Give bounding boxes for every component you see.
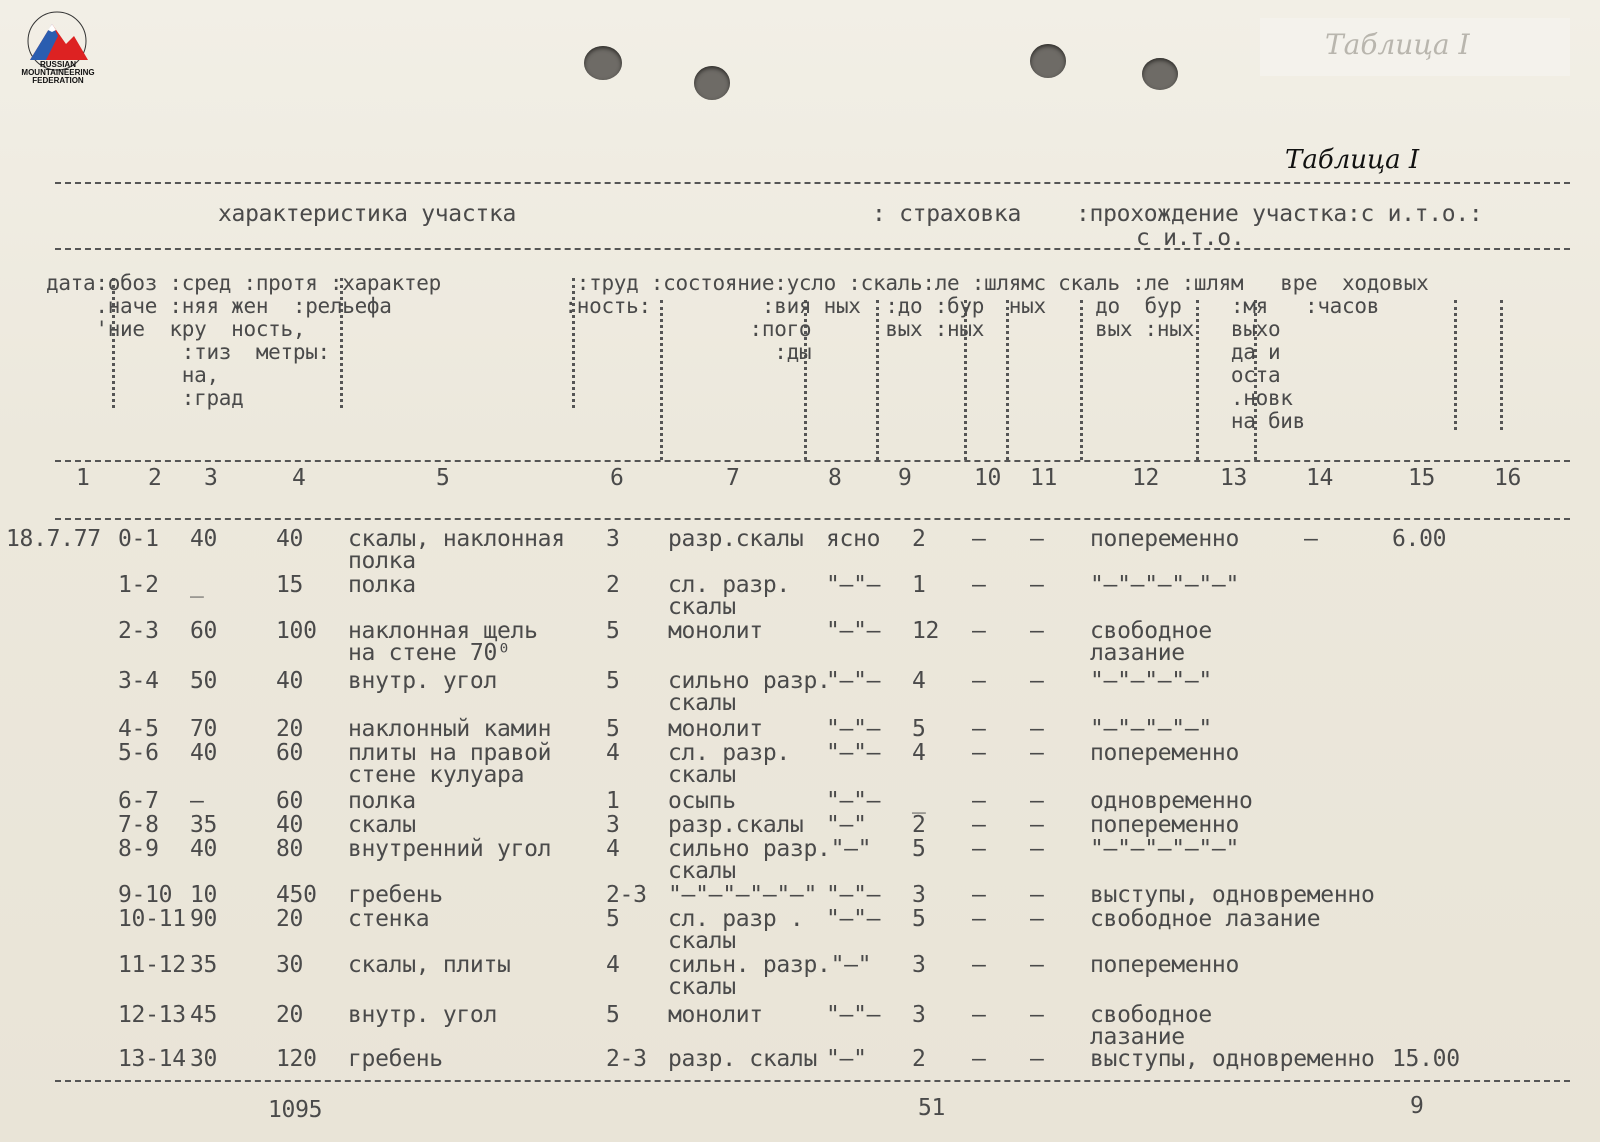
cell-weather: "–" [826, 1046, 867, 1072]
cell-len: 15 [276, 572, 304, 598]
cell-ice: – [972, 572, 986, 598]
cell-state: монолит [668, 716, 763, 742]
cell-relief: скалы, наклонная полка [348, 526, 565, 574]
cell-len: 20 [276, 906, 304, 932]
cell-seg: 4-5 [118, 716, 159, 742]
cell-state: разр.скалы [668, 812, 804, 838]
cell-rock: 3 [912, 882, 926, 908]
cell-diff: 1 [606, 788, 620, 814]
cell-rock: 5 [912, 836, 926, 862]
cell-len: 60 [276, 788, 304, 814]
cell-seg: 9-10 [118, 882, 173, 908]
cell-method: "–"–"–"–" [1090, 668, 1212, 694]
header-belay: : страховка [872, 201, 1022, 227]
cell-relief: полка [348, 572, 416, 598]
cell-state: сильн. разр."–" скалы [668, 952, 872, 1000]
cell-rock: 5 [912, 906, 926, 932]
cell-ice: – [972, 716, 986, 742]
cell-seg: 10-11 [118, 906, 186, 932]
cell-steep: 45 [190, 1002, 218, 1028]
cell-len: 20 [276, 716, 304, 742]
col-header-line: 'ние кру ность, :пого вых :ных вых :ных выхо [46, 317, 1281, 341]
cell-len: 100 [276, 618, 317, 644]
cell-len: 40 [276, 812, 304, 838]
cell-diff: 2 [606, 572, 620, 598]
cell-diff: 3 [606, 526, 620, 552]
cell-state: сильно разр. скалы [668, 668, 831, 716]
cell-relief: наклонный камин [348, 716, 552, 742]
cell-snow: – [1030, 716, 1044, 742]
col-header-line: :град .новк [46, 386, 1293, 410]
cell-diff: 4 [606, 836, 620, 862]
cell-snow: – [1030, 572, 1044, 598]
cell-rock: 2 [912, 1046, 926, 1072]
col-number: 15 [1408, 465, 1436, 491]
cell-method: попеременно [1090, 812, 1240, 838]
cell-relief: внутр. угол [348, 668, 498, 694]
punch-hole [1142, 58, 1178, 90]
cell-method: одновременно [1090, 788, 1253, 814]
cell-steep: 40 [190, 836, 218, 862]
col-number: 2 [148, 465, 162, 491]
cell-ice: – [972, 618, 986, 644]
cell-steep: 40 [190, 526, 218, 552]
cell-date: 18.7.77 [6, 526, 101, 552]
rule-bottom [55, 1080, 1570, 1082]
punch-hole [584, 46, 622, 80]
cell-weather: "–" [826, 812, 867, 838]
col-number: 3 [204, 465, 218, 491]
cell-state: сл. разр . скалы [668, 906, 804, 954]
cell-steep: 60 [190, 618, 218, 644]
cell-relief: скалы, плиты [348, 952, 511, 978]
cell-steep: 30 [190, 1046, 218, 1072]
cell-diff: 4 [606, 952, 620, 978]
cell-diff: 5 [606, 906, 620, 932]
cell-rock: 5 [912, 716, 926, 742]
cell-len: 120 [276, 1046, 317, 1072]
cell-seg: 13-14 [118, 1046, 186, 1072]
cell-rock: 2 [912, 812, 926, 838]
cell-ice: – [972, 882, 986, 908]
cell-relief: гребень [348, 882, 443, 908]
punch-hole [694, 66, 730, 100]
cell-len: 30 [276, 952, 304, 978]
cell-ice: – [972, 668, 986, 694]
cell-method: попеременно [1090, 740, 1240, 766]
cell-steep: 35 [190, 952, 218, 978]
col-number: 12 [1132, 465, 1160, 491]
cell-ice: – [972, 906, 986, 932]
cell-ice: – [972, 788, 986, 814]
cell-relief: полка [348, 788, 416, 814]
cell-method: свободное лазание [1090, 1002, 1212, 1050]
cell-len: 40 [276, 526, 304, 552]
cell-seg: 6-7 [118, 788, 159, 814]
col-header-line: на бив [46, 409, 1305, 433]
cell-diff: 2-3 [606, 1046, 647, 1072]
cell-method: выступы, одновременно [1090, 1046, 1375, 1072]
cell-snow: – [1030, 812, 1044, 838]
cell-len: 20 [276, 1002, 304, 1028]
cell-steep: 50 [190, 668, 218, 694]
col-header-line: дата:обоз :сред :протя :характер :труд :состояние:усло :скаль:ле :шлямс скаль :ле :шлям вре ходовых [46, 271, 1429, 295]
col-number: 13 [1220, 465, 1248, 491]
cell-weather: "–"– [826, 1002, 881, 1028]
cell-weather: "–"– [826, 740, 881, 766]
table-title: Таблица I [1285, 145, 1420, 175]
cell-rock: 2 [912, 526, 926, 552]
col-number: 7 [726, 465, 740, 491]
cell-method: "–"–"–"–" [1090, 716, 1212, 742]
logo-text-3: FEDERATION [32, 76, 84, 85]
total-rock: 51 [918, 1095, 946, 1121]
rule-header [55, 248, 1570, 250]
cell-diff: 5 [606, 668, 620, 694]
cell-state: сл. разр. скалы [668, 740, 790, 788]
cell-state: разр. скалы [668, 1046, 818, 1072]
cell-relief: внутренний угол [348, 836, 552, 862]
cell-weather: ясно [826, 526, 881, 552]
rule-numbers-bottom [55, 518, 1570, 520]
cell-state: "–"–"–"–"–" [668, 882, 818, 908]
rule-numbers-top [55, 460, 1570, 462]
cell-seg: 5-6 [118, 740, 159, 766]
cell-steep: _ [190, 572, 204, 598]
column-headers [46, 272, 1428, 433]
cell-snow: – [1030, 952, 1044, 978]
cell-steep: 70 [190, 716, 218, 742]
cell-rock: 4 [912, 668, 926, 694]
cell-diff: 5 [606, 618, 620, 644]
cell-relief: стенка [348, 906, 430, 932]
col-number: 4 [292, 465, 306, 491]
cell-rock: 3 [912, 952, 926, 978]
cell-method: попеременно [1090, 526, 1240, 552]
cell-state: сильно разр."–" скалы [668, 836, 872, 884]
cell-len: 60 [276, 740, 304, 766]
faint-table-label: Таблица I [1325, 28, 1470, 61]
cell-seg: 12-13 [118, 1002, 186, 1028]
cell-diff: 5 [606, 716, 620, 742]
cell-diff: 5 [606, 1002, 620, 1028]
cell-snow: – [1030, 526, 1044, 552]
cell-ice: – [972, 1002, 986, 1028]
cell-weather: "–"– [826, 716, 881, 742]
rule-top [55, 182, 1570, 184]
total-hours: 9 [1410, 1093, 1424, 1119]
cell-method: выступы, одновременно [1090, 882, 1375, 908]
cell-weather: "–"– [826, 882, 881, 908]
cell-steep: 90 [190, 906, 218, 932]
cell-relief: наклонная щель на стене 70⁰ [348, 618, 538, 666]
cell-c14: – [1304, 526, 1318, 552]
cell-weather: "–"– [826, 668, 881, 694]
cell-seg: 8-9 [118, 836, 159, 862]
cell-relief: внутр. угол [348, 1002, 498, 1028]
cell-seg: 3-4 [118, 668, 159, 694]
col-number: 10 [974, 465, 1002, 491]
cell-len: 450 [276, 882, 317, 908]
cell-method: свободное лазание [1090, 906, 1321, 932]
cell-weather: "–"– [826, 618, 881, 644]
cell-state: монолит [668, 1002, 763, 1028]
punch-hole [1030, 44, 1066, 78]
cell-seg: 0-1 [118, 526, 159, 552]
cell-ice: – [972, 1046, 986, 1072]
cell-diff: 3 [606, 812, 620, 838]
cell-weather: "–"– [826, 906, 881, 932]
cell-snow: – [1030, 882, 1044, 908]
cell-snow: – [1030, 668, 1044, 694]
col-number: 9 [898, 465, 912, 491]
col-number: 8 [828, 465, 842, 491]
cell-weather: "–"– [826, 572, 881, 598]
col-sep [1454, 300, 1457, 430]
cell-rock: 12 [912, 618, 940, 644]
cell-weather: "–"– [826, 788, 881, 814]
cell-time: 15.00 [1392, 1046, 1460, 1072]
cell-state: разр.скалы [668, 526, 804, 552]
logo-text-2: MOUNTAINEERING [21, 68, 95, 77]
cell-relief: плиты на правой стене кулуара [348, 740, 552, 788]
cell-seg: 1-2 [118, 572, 159, 598]
cell-state: сл. разр. скалы [668, 572, 790, 620]
cell-steep: – [190, 788, 204, 814]
cell-snow: – [1030, 788, 1044, 814]
cell-steep: 35 [190, 812, 218, 838]
cell-diff: 4 [606, 740, 620, 766]
cell-steep: 10 [190, 882, 218, 908]
cell-diff: 2-3 [606, 882, 647, 908]
cell-len: 80 [276, 836, 304, 862]
cell-state: монолит [668, 618, 763, 644]
col-number: 14 [1306, 465, 1334, 491]
cell-seg: 7-8 [118, 812, 159, 838]
cell-seg: 2-3 [118, 618, 159, 644]
cell-time: 6.00 [1392, 526, 1447, 552]
cell-ice: – [972, 812, 986, 838]
cell-snow: – [1030, 1002, 1044, 1028]
cell-ice: – [972, 952, 986, 978]
cell-state: осыпь [668, 788, 736, 814]
cell-relief: скалы [348, 812, 416, 838]
cell-seg: 11-12 [118, 952, 186, 978]
cell-rock: 3 [912, 1002, 926, 1028]
col-number: 6 [610, 465, 624, 491]
header-passage: :прохождение участка:с и.т.о.: [1076, 201, 1483, 227]
cell-rock: 4 [912, 740, 926, 766]
col-number: 16 [1494, 465, 1522, 491]
cell-snow: – [1030, 618, 1044, 644]
col-header-line: на, оста [46, 363, 1281, 387]
cell-rock: _ [912, 788, 926, 814]
cell-ice: – [972, 836, 986, 862]
col-number: 11 [1030, 465, 1058, 491]
cell-snow: – [1030, 836, 1044, 862]
logo-text-1: RUSSIAN [39, 60, 76, 69]
cell-method: "–"–"–"–"–" [1090, 836, 1240, 862]
cell-snow: – [1030, 906, 1044, 932]
cell-method: "–"–"–"–"–" [1090, 572, 1240, 598]
cell-relief: гребень [348, 1046, 443, 1072]
cell-method: попеременно [1090, 952, 1240, 978]
cell-method: свободное лазание [1090, 618, 1212, 666]
cell-steep: 40 [190, 740, 218, 766]
col-number: 5 [436, 465, 450, 491]
header-passage-sub: с и.т.о. [1136, 225, 1245, 251]
col-sep [1500, 300, 1503, 430]
cell-snow: – [1030, 740, 1044, 766]
col-number: 1 [76, 465, 90, 491]
total-length: 1095 [268, 1097, 323, 1123]
cell-rock: 1 [912, 572, 926, 598]
col-header-line: .наче :няя жен :рельефа :ность: :вия ных :до :бур ных до бур :мя :часов [46, 294, 1380, 318]
col-header-line: :тиз метры: :ды да и [46, 340, 1281, 364]
cell-ice: – [972, 526, 986, 552]
cell-ice: – [972, 740, 986, 766]
header-characteristics: характеристика участка [218, 201, 517, 227]
cell-len: 40 [276, 668, 304, 694]
cell-snow: – [1030, 1046, 1044, 1072]
